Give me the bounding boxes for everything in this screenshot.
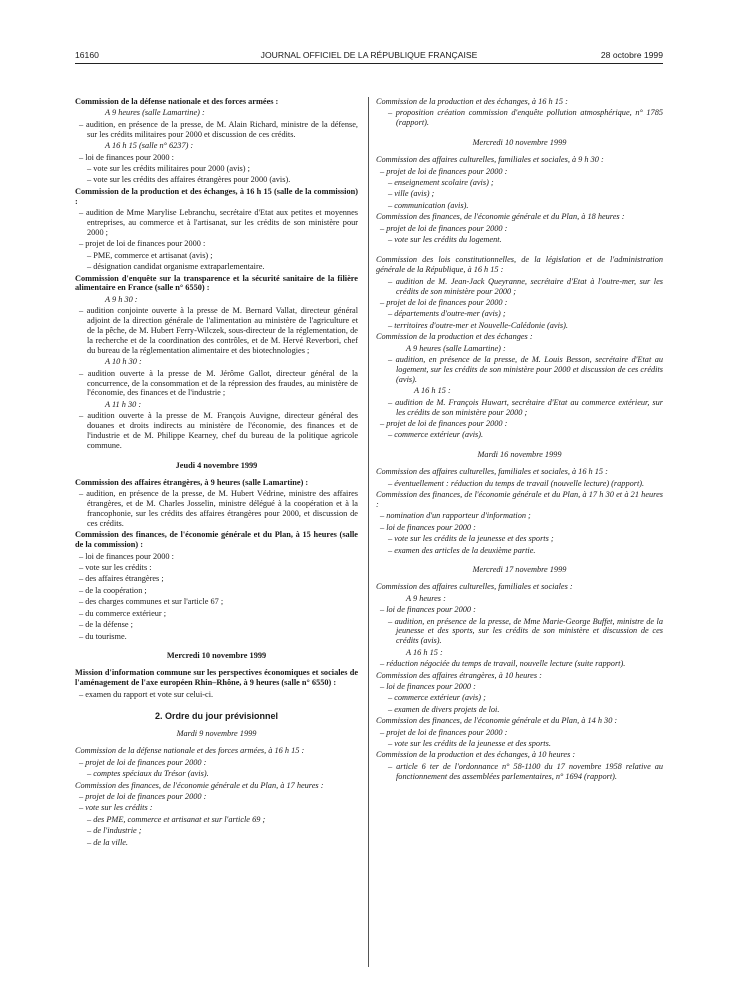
time-slot: A 9 heures : [406, 593, 446, 603]
time-slot: A 9 heures (salle Lamartine) : [406, 343, 506, 353]
agenda-subitem: – commerce extérieur (avis). [388, 430, 484, 440]
agenda-subitem: – examen de divers projets de loi. [388, 704, 500, 714]
agenda-subitem: – du tourisme. [79, 631, 127, 641]
time-slot: A 11 h 30 : [105, 399, 142, 409]
agenda-subitem: – ville (avis) ; [388, 189, 435, 199]
agenda-subitem: – comptes spéciaux du Trésor (avis). [87, 769, 209, 779]
agenda-item: – projet de loi de finances pour 2000 : [380, 298, 508, 307]
agenda-item: – audition ouverte à la presse de M. Jérôme Gallot, directeur général de la concurrence, de la consommation et de la répression des fraudes, au ministère de l'économie, des finances et de l'industrie ; [79, 368, 358, 398]
entry-title: Commission d'enquête sur la transparence et la sécurité sanitaire de la filière alimentaire en France (salle n° 6550) : [75, 273, 358, 293]
agenda-item: – loi de finances pour 2000 : [79, 152, 174, 162]
column-divider [368, 97, 369, 967]
agenda-item: – loi de finances pour 2000 : [79, 551, 174, 561]
entry-title: Commission des finances, de l'économie générale et du Plan, à 17 heures : [75, 780, 324, 790]
agenda-subitem: – désignation candidat organisme extraparlementaire. [87, 262, 265, 272]
entry-title: Commission de la production et des échanges : [376, 332, 533, 342]
agenda-subitem: – départements d'outre-mer (avis) ; [388, 309, 506, 319]
agenda-subitem: – vote sur les crédits du logement. [388, 234, 502, 244]
journal-title: JOURNAL OFFICIEL DE LA RÉPUBLIQUE FRANÇAISE [260, 50, 478, 60]
agenda-item: – audition ouverte à la presse de M. François Auvigne, directeur général des douanes et droits indirects au ministère de l'économie, des finances et de l'industrie et de M. Philippe Kearney, chef du bureau de la politique agricole commune. [79, 411, 358, 450]
agenda-subitem: – vote sur les crédits de la jeunesse et des sports ; [388, 534, 554, 544]
header-rule [75, 63, 663, 64]
entry-title: Commission des finances, de l'économie générale et du Plan, à 17 h 30 et à 21 heures : [376, 490, 663, 509]
agenda-subitem: – de l'industrie ; [87, 826, 142, 836]
agenda-item: – audition, en présence de la presse, de M. Hubert Védrine, ministre des affaires étrangères, et de M. Charles Josselin, ministre délégué à la coopération et à la francophonie, sur les crédits des affaires étrangères pour 2000, et discussion de ces crédits. [79, 489, 358, 528]
agenda-item: – loi de finances pour 2000 : [380, 682, 476, 691]
date-heading: Mercredi 17 novembre 1999 [472, 565, 567, 575]
agenda-item: – examen du rapport et vote sur celui-ci. [79, 689, 214, 699]
time-slot: A 16 h 15 : [414, 386, 451, 396]
agenda-subitem: – des affaires étrangères ; [79, 574, 164, 584]
entry-title: Mission d'information commune sur les perspectives économiques et sociales de l'aménagement de l'axe européen Rhin–Rhône, à 9 heures (salle n° 6550) : [75, 668, 358, 688]
agenda-subitem: – des PME, commerce et artisanat et sur l'article 69 ; [87, 814, 266, 824]
agenda-subitem: – proposition création commission d'enquête pollution atmosphérique, n° 1785 (rapport). [388, 108, 663, 128]
agenda-subitem: – vote sur les crédits des affaires étrangères pour 2000 (avis). [87, 175, 291, 185]
entry-title: Commission de la défense nationale et des forces armées : [75, 97, 279, 106]
time-slot: A 16 h 15 : [406, 647, 443, 657]
entry-title: Commission de la défense nationale et des forces armées, à 16 h 15 : [75, 746, 305, 756]
agenda-item: – vote sur les crédits : [79, 803, 153, 813]
issue-date: 28 octobre 1999 [600, 50, 663, 60]
entry-title: Commission de la production et des échanges, à 16 h 15 : [376, 97, 568, 106]
agenda-subitem: – enseignement scolaire (avis) ; [388, 177, 494, 187]
agenda-item: – réduction négociée du temps de travail, nouvelle lecture (suite rapport). [380, 659, 626, 669]
agenda-subitem: – de la coopération ; [79, 585, 147, 595]
agenda-subitem: – commerce extérieur (avis) ; [388, 693, 486, 703]
agenda-item: – loi de finances pour 2000 : [380, 522, 476, 532]
entry-title: Commission de la production et des échanges, à 10 heures : [376, 750, 576, 760]
entry-title: Commission des affaires culturelles, familiales et sociales : [376, 582, 573, 592]
agenda-subitem: – des charges communes et sur l'article 67 ; [79, 597, 224, 607]
agenda-item: – projet de loi de finances pour 2000 : [79, 757, 207, 767]
right-column [376, 97, 663, 783]
agenda-item: – vote sur les crédits : [79, 563, 152, 573]
agenda-item: – projet de loi de finances pour 2000 : [380, 223, 508, 233]
time-slot: A 9 heures (salle Lamartine) : [105, 108, 205, 118]
agenda-item: – nomination d'un rapporteur d'information ; [380, 511, 531, 521]
agenda-subitem: – éventuellement : réduction du temps de travail (nouvelle lecture) (rapport). [388, 478, 645, 488]
section-heading: 2. Ordre du jour prévisionnel [154, 710, 279, 721]
agenda-subitem: – PME, commerce et artisanat (avis) ; [87, 250, 213, 260]
agenda-subitem: – communication (avis). [388, 200, 469, 210]
agenda-item: – projet de loi de finances pour 2000 : [79, 239, 206, 249]
agenda-subitem: – examen des articles de la deuxième partie. [388, 545, 536, 555]
time-slot: A 9 h 30 : [105, 294, 138, 304]
agenda-item: – projet de loi de finances pour 2000 : [380, 727, 508, 737]
page-header [75, 50, 663, 64]
agenda-item: – audition, en présence de la presse, de M. Alain Richard, ministre de la défense, sur les crédits militaires pour 2000 et discussion de ces crédits. [79, 119, 358, 139]
agenda-item: – loi de finances pour 2000 : [380, 605, 476, 615]
agenda-item: – projet de loi de finances pour 2000 : [380, 166, 508, 176]
entry-title: Commission des finances, de l'économie générale et du Plan, à 15 heures (salle de la commission) : [75, 530, 358, 550]
entry-title: Commission des finances, de l'économie générale et du Plan, à 14 h 30 : [376, 716, 618, 726]
entry-title: Commission de la production et des échanges, à 16 h 15 (salle de la commission) : [75, 186, 358, 206]
agenda-item: – projet de loi de finances pour 2000 : [79, 791, 207, 801]
entry-title: Commission des finances, de l'économie générale et du Plan, à 18 heures : [376, 212, 625, 222]
agenda-subitem: – vote sur les crédits militaires pour 2000 (avis) ; [87, 163, 250, 173]
time-slot: A 16 h 15 (salle n° 6237) : [105, 141, 194, 151]
agenda-subitem: – de la défense ; [79, 620, 133, 630]
agenda-subitem: – audition, en présence de la presse, de M. Louis Besson, secrétaire d'Etat au logement, sur les crédits de son ministère pour 2000 et discussion de ces crédits (avis). [388, 355, 663, 384]
date-heading: Mercredi 10 novembre 1999 [166, 651, 267, 661]
entry-title: Commission des lois constitutionnelles, de la législation et de l'administration générale de la République, à 16 h 15 : [376, 255, 663, 275]
entry-title: Commission des affaires étrangères, à 10 heures : [376, 670, 542, 680]
agenda-subitem: – territoires d'outre-mer et Nouvelle-Calédonie (avis). [388, 320, 568, 330]
agenda-item: – audition de Mme Marylise Lebranchu, secrétaire d'Etat aux petites et moyennes entreprises, au commerce et à l'artisanat, sur les crédits de son ministère pour 2000 ; [79, 208, 358, 237]
agenda-item: – projet de loi de finances pour 2000 : [380, 418, 508, 428]
agenda-subitem: – audition de M. Jean-Jack Queyranne, secrétaire d'Etat à l'outre-mer, sur les crédits de son ministère pour 2000 ; [388, 276, 663, 296]
page-number: 16160 [75, 50, 99, 60]
date-heading: Jeudi 4 novembre 1999 [175, 460, 258, 470]
agenda-subitem: – audition de M. François Huwart, secrétaire d'Etat au commerce extérieur, sur les crédits de son ministère pour 2000 ; [388, 397, 663, 417]
agenda-subitem: – du commerce extérieur ; [79, 608, 167, 618]
date-heading: Mercredi 10 novembre 1999 [472, 138, 567, 148]
agenda-subitem: – article 6 ter de l'ordonnance n° 58-1100 du 17 novembre 1958 relative au fonctionnement des assemblées parlementaires, n° 1694 (rapport). [388, 761, 663, 781]
time-slot: A 10 h 30 : [105, 357, 142, 367]
agenda-subitem: – vote sur les crédits de la jeunesse et des sports. [388, 739, 551, 749]
agenda-subitem: – de la ville. [87, 837, 129, 847]
entry-title: Commission des affaires culturelles, familiales et sociales, à 16 h 15 : [376, 467, 608, 477]
left-column [75, 97, 358, 849]
entry-title: Commission des affaires étrangères, à 9 heures (salle Lamartine) : [75, 477, 309, 487]
date-heading: Mardi 9 novembre 1999 [176, 729, 257, 739]
entry-title: Commission des affaires culturelles, familiales et sociales, à 9 h 30 : [376, 155, 604, 165]
agenda-subitem: – audition, en présence de la presse, de Mme Marie-George Buffet, ministre de la jeunesse et des sports, sur les crédits de son ministère et discussion de ces crédits (avis). [388, 616, 663, 646]
date-heading: Mardi 16 novembre 1999 [477, 450, 562, 460]
agenda-item: – audition conjointe ouverte à la presse de M. Bernard Vallat, directeur général adjoint de la direction générale de l'alimentation au ministère de l'agriculture et de la pêche, de M. Hubert Ferry-Wilczek, sous-directeur de la réglementation, de la recherche et de la coordination des contrôles, et de M. Hervé Reverbori, chef du bureau de la réglementation alimentaire et des biotechnologies ; [79, 306, 358, 355]
